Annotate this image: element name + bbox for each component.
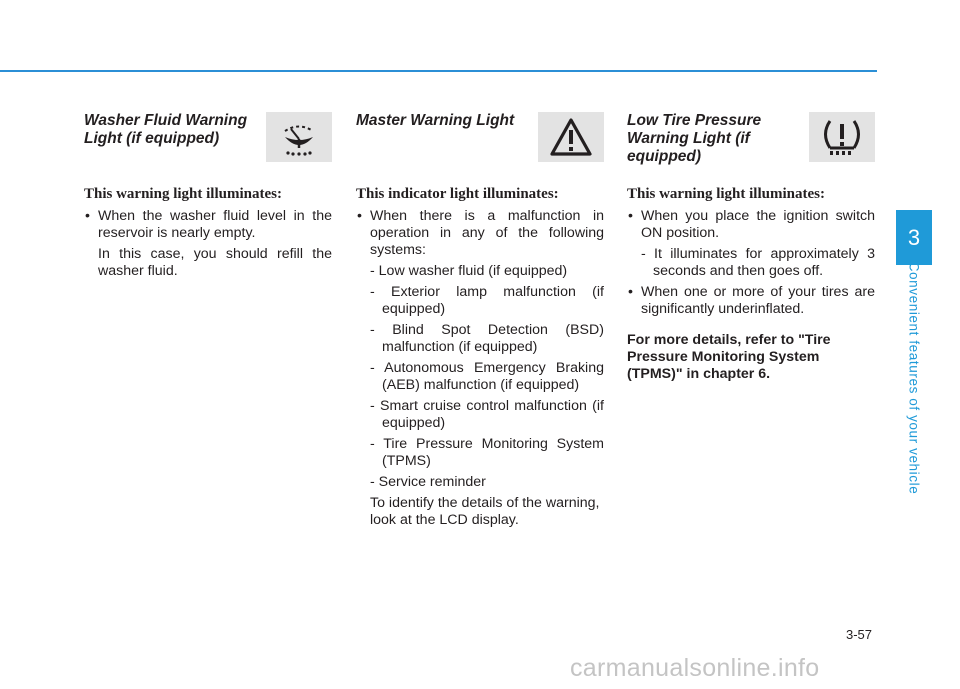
section-subhead: This indicator light illuminates:	[356, 186, 559, 202]
list-item: • When there is a malfunction in operation in any of the following systems:	[356, 208, 604, 259]
page-number: 3-57	[846, 627, 873, 642]
list-item: - Autonomous Emergency Braking (AEB) malfunction (if equipped)	[370, 360, 604, 393]
chapter-tab: 3	[896, 210, 932, 265]
master-warning-icon	[538, 112, 604, 162]
reference-note: For more details, refer to "Tire Pressure Monitoring System (TPMS)" in chapter 6.	[627, 332, 831, 382]
section-subhead: This warning light illuminates:	[84, 186, 282, 202]
washer-fluid-section	[84, 112, 332, 279]
section-body	[627, 208, 875, 383]
section-note: In this case, you should refill the washer fluid.	[98, 246, 332, 279]
top-rule	[0, 70, 877, 72]
list-item: - It illuminates for approximately 3 seconds and then goes off.	[641, 246, 875, 279]
section-note: To identify the details of the warning, look at the LCD display.	[370, 495, 600, 528]
watermark: carmanualsonline.info	[570, 654, 820, 682]
low-tire-pressure-section	[627, 112, 875, 382]
list-item: • When one or more of your tires are significantly underinflated.	[627, 284, 875, 318]
master-warning-section	[356, 112, 604, 528]
section-title: Washer Fluid Warning Light (if equipped)	[84, 112, 248, 147]
list-item: - Tire Pressure Monitoring System (TPMS)	[370, 436, 604, 469]
section-body	[356, 208, 604, 533]
section-subhead: This warning light illuminates:	[627, 186, 825, 202]
section-body	[84, 208, 332, 284]
chapter-label: Convenient features of your vehicle	[906, 261, 922, 495]
list-item: - Service reminder	[370, 474, 486, 490]
low-tire-pressure-icon	[809, 112, 875, 162]
washer-fluid-icon	[266, 112, 332, 162]
list-item: • When you place the ignition switch ON position.	[627, 208, 875, 242]
section-title: Low Tire Pressure Warning Light (if equipped)	[627, 112, 762, 165]
list-item: - Low washer fluid (if equipped)	[370, 263, 568, 279]
list-item: • When the washer fluid level in the reservoir is nearly empty.	[84, 208, 332, 242]
list-item: - Exterior lamp malfunction (if equipped)	[370, 284, 604, 317]
list-item: - Blind Spot Detection (BSD) malfunction (if equipped)	[370, 322, 604, 355]
list-item: - Smart cruise control malfunction (if equipped)	[370, 398, 604, 431]
section-title: Master Warning Light	[356, 112, 515, 129]
